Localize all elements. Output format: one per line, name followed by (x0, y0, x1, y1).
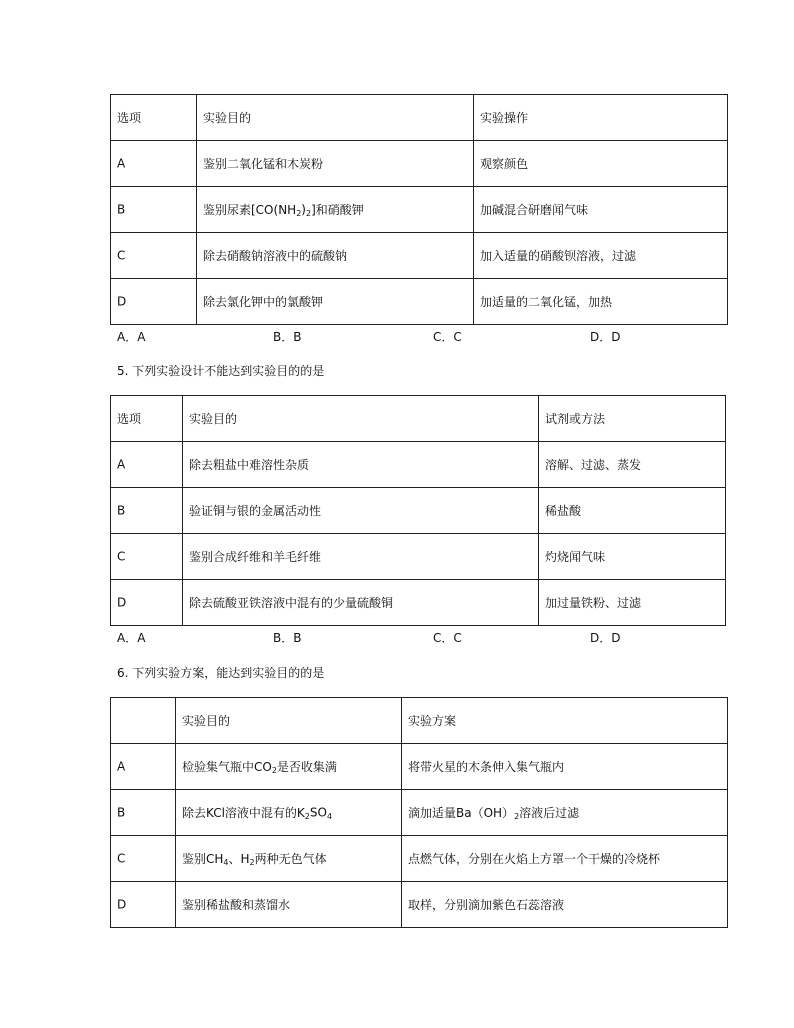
q5-option-d[interactable]: D．D (590, 631, 621, 645)
q5-option-b[interactable]: B．B (273, 631, 302, 645)
q6-table-cell (402, 790, 728, 836)
cell-text: A (117, 457, 126, 472)
q5-table-cell (111, 442, 183, 488)
cell-text: 观察颜色 (480, 157, 529, 171)
q6-table-cell (111, 744, 176, 790)
cell-text: A (117, 759, 126, 774)
q5-option-c[interactable]: C．C (433, 631, 462, 645)
q5-table-cell (183, 396, 539, 442)
q5-table-row (111, 580, 726, 626)
cell-text: 实验目的 (203, 111, 252, 125)
cell-text: C (117, 549, 126, 564)
cell-text: 鉴别稀盐酸和蒸馏水 (182, 898, 291, 912)
cell-text: 鉴别CH (182, 852, 224, 866)
q6-table-cell (176, 790, 402, 836)
cell-text: 点燃气体，分别在火焰上方罩一个干燥的冷烧杯 (408, 852, 661, 866)
subscript: 2 (305, 209, 312, 218)
q6-table-cell (402, 698, 728, 744)
q4-table-cell (474, 141, 728, 187)
q5-table-cell (111, 580, 183, 626)
cell-text: 滴加适量Ba（OH） (408, 806, 515, 820)
q4-table-cell (474, 233, 728, 279)
q6-table-row (111, 744, 728, 790)
q4-table-cell (197, 95, 474, 141)
q5-table-cell (111, 534, 183, 580)
cell-text: B (117, 805, 126, 820)
cell-text: 选项 (117, 111, 142, 125)
cell-text: 将带火星的木条伸入集气瓶内 (408, 760, 565, 774)
cell-text: 除去粗盐中难溶性杂质 (189, 458, 310, 472)
q6-table-cell (176, 744, 402, 790)
q6-table-cell (111, 882, 176, 928)
cell-text: 溶液后过滤 (519, 806, 580, 820)
q5-table-cell (183, 442, 539, 488)
cell-text: D (117, 897, 127, 912)
cell-text: C (117, 851, 126, 866)
q4-table-cell (197, 233, 474, 279)
q4-table-cell (474, 279, 728, 325)
q6-table-cell (402, 744, 728, 790)
cell-text: 是否收集满 (276, 760, 337, 774)
q4-table-row (111, 187, 728, 233)
q4-table-cell (197, 141, 474, 187)
q5-table-row (111, 488, 726, 534)
q5-table-header-row (111, 396, 726, 442)
q6-table-cell (111, 698, 176, 744)
q4-table-cell (197, 187, 474, 233)
q4-table-row (111, 279, 728, 325)
q5-table-cell (539, 580, 726, 626)
cell-text: 鉴别尿素[CO(NH (203, 203, 297, 217)
q6-table-cell (402, 882, 728, 928)
q6-table-cell (402, 836, 728, 882)
q6-table-row (111, 790, 728, 836)
cell-text: 除去硝酸钠溶液中的硫酸钠 (203, 249, 348, 263)
cell-text: B (117, 503, 126, 518)
q6-table-cell (176, 698, 402, 744)
q4-table-header-row (111, 95, 728, 141)
q4-table (110, 94, 728, 325)
q6-table-cell (176, 836, 402, 882)
q6-table-header-row (111, 698, 728, 744)
cell-text: 加过量铁粉、过滤 (545, 596, 642, 610)
q6-table-cell (176, 882, 402, 928)
q5-table-cell (183, 534, 539, 580)
q4-table-row (111, 141, 728, 187)
q6-table-row (111, 882, 728, 928)
q6-table-cell (111, 790, 176, 836)
q5-table-cell (111, 396, 183, 442)
cell-text: 加碱混合研磨闻气味 (480, 203, 589, 217)
q4-table-cell (474, 187, 728, 233)
subscript: 2 (514, 812, 520, 821)
cell-text: 溶解、过滤、蒸发 (545, 458, 642, 472)
q5-table-cell (111, 488, 183, 534)
q5-table-cell (183, 488, 539, 534)
subscript: 2 (271, 766, 277, 775)
cell-text: D (117, 294, 127, 309)
q6-stem: 6. 下列实验方案，能达到实验目的的是 (117, 666, 325, 680)
cell-text: 试剂或方法 (545, 412, 606, 426)
q6-table-row (111, 836, 728, 882)
cell-text: SO (309, 805, 327, 820)
cell-text: 验证铜与银的金属活动性 (189, 504, 322, 518)
q4-table-cell (474, 95, 728, 141)
subscript: 2 (304, 812, 310, 821)
subscript: 4 (223, 858, 229, 867)
cell-text: 两种无色气体 (254, 852, 327, 866)
cell-text: 取样，分别滴加紫色石蕊溶液 (408, 898, 565, 912)
cell-text: ]和硝酸钾 (311, 203, 364, 217)
cell-text: 稀盐酸 (545, 504, 582, 518)
q5-table (110, 395, 726, 626)
q4-table-cell (111, 95, 197, 141)
cell-text: 选项 (117, 412, 142, 426)
q6-table-cell (111, 836, 176, 882)
cell-text: 鉴别二氧化锰和木炭粉 (203, 157, 324, 171)
q4-table-cell (111, 233, 197, 279)
q5-options (117, 629, 737, 645)
subscript: 4 (326, 812, 333, 821)
q4-table-cell (111, 141, 197, 187)
cell-text: D (117, 595, 127, 610)
q5-table-cell (539, 396, 726, 442)
cell-text: 实验方案 (408, 714, 457, 728)
subscript: 2 (296, 209, 302, 218)
cell-text: 实验目的 (182, 714, 231, 728)
q5-table-cell (539, 442, 726, 488)
cell-text: ) (301, 202, 306, 217)
cell-text: 除去KCl溶液中混有的K (182, 806, 305, 820)
q4-option-a[interactable]: A．A (117, 330, 146, 344)
cell-text: 鉴别合成纤维和羊毛纤维 (189, 550, 322, 564)
q4-table-row (111, 233, 728, 279)
q4-table-cell (111, 279, 197, 325)
q5-table-cell (539, 488, 726, 534)
q5-stem: 5. 下列实验设计不能达到实验目的的是 (117, 364, 325, 378)
cell-text: B (117, 202, 126, 217)
q5-option-a[interactable]: A．A (117, 631, 146, 645)
q4-option-d[interactable]: D．D (590, 330, 621, 344)
cell-text: 、H (228, 852, 250, 866)
q5-table-row (111, 534, 726, 580)
cell-text: 实验操作 (480, 111, 529, 125)
cell-text: 灼烧闻气味 (545, 550, 606, 564)
cell-text: 加适量的二氧化锰，加热 (480, 295, 613, 309)
q4-table-cell (111, 187, 197, 233)
q4-table-cell (197, 279, 474, 325)
cell-text: 加入适量的硝酸钡溶液，过滤 (480, 249, 637, 263)
cell-text: C (117, 248, 126, 263)
cell-text: 除去硫酸亚铁溶液中混有的少量硫酸铜 (189, 596, 394, 610)
cell-text: 除去氯化钾中的氯酸钾 (203, 295, 324, 309)
cell-text: A (117, 156, 126, 171)
q4-options (117, 328, 737, 344)
q5-table-cell (183, 580, 539, 626)
q5-table-cell (539, 534, 726, 580)
q4-option-c[interactable]: C．C (433, 330, 462, 344)
q6-table (110, 697, 728, 928)
cell-text: 检验集气瓶中CO (182, 760, 272, 774)
cell-text: 实验目的 (189, 412, 238, 426)
q4-option-b[interactable]: B．B (273, 330, 302, 344)
q5-table-row (111, 442, 726, 488)
subscript: 2 (249, 858, 255, 867)
